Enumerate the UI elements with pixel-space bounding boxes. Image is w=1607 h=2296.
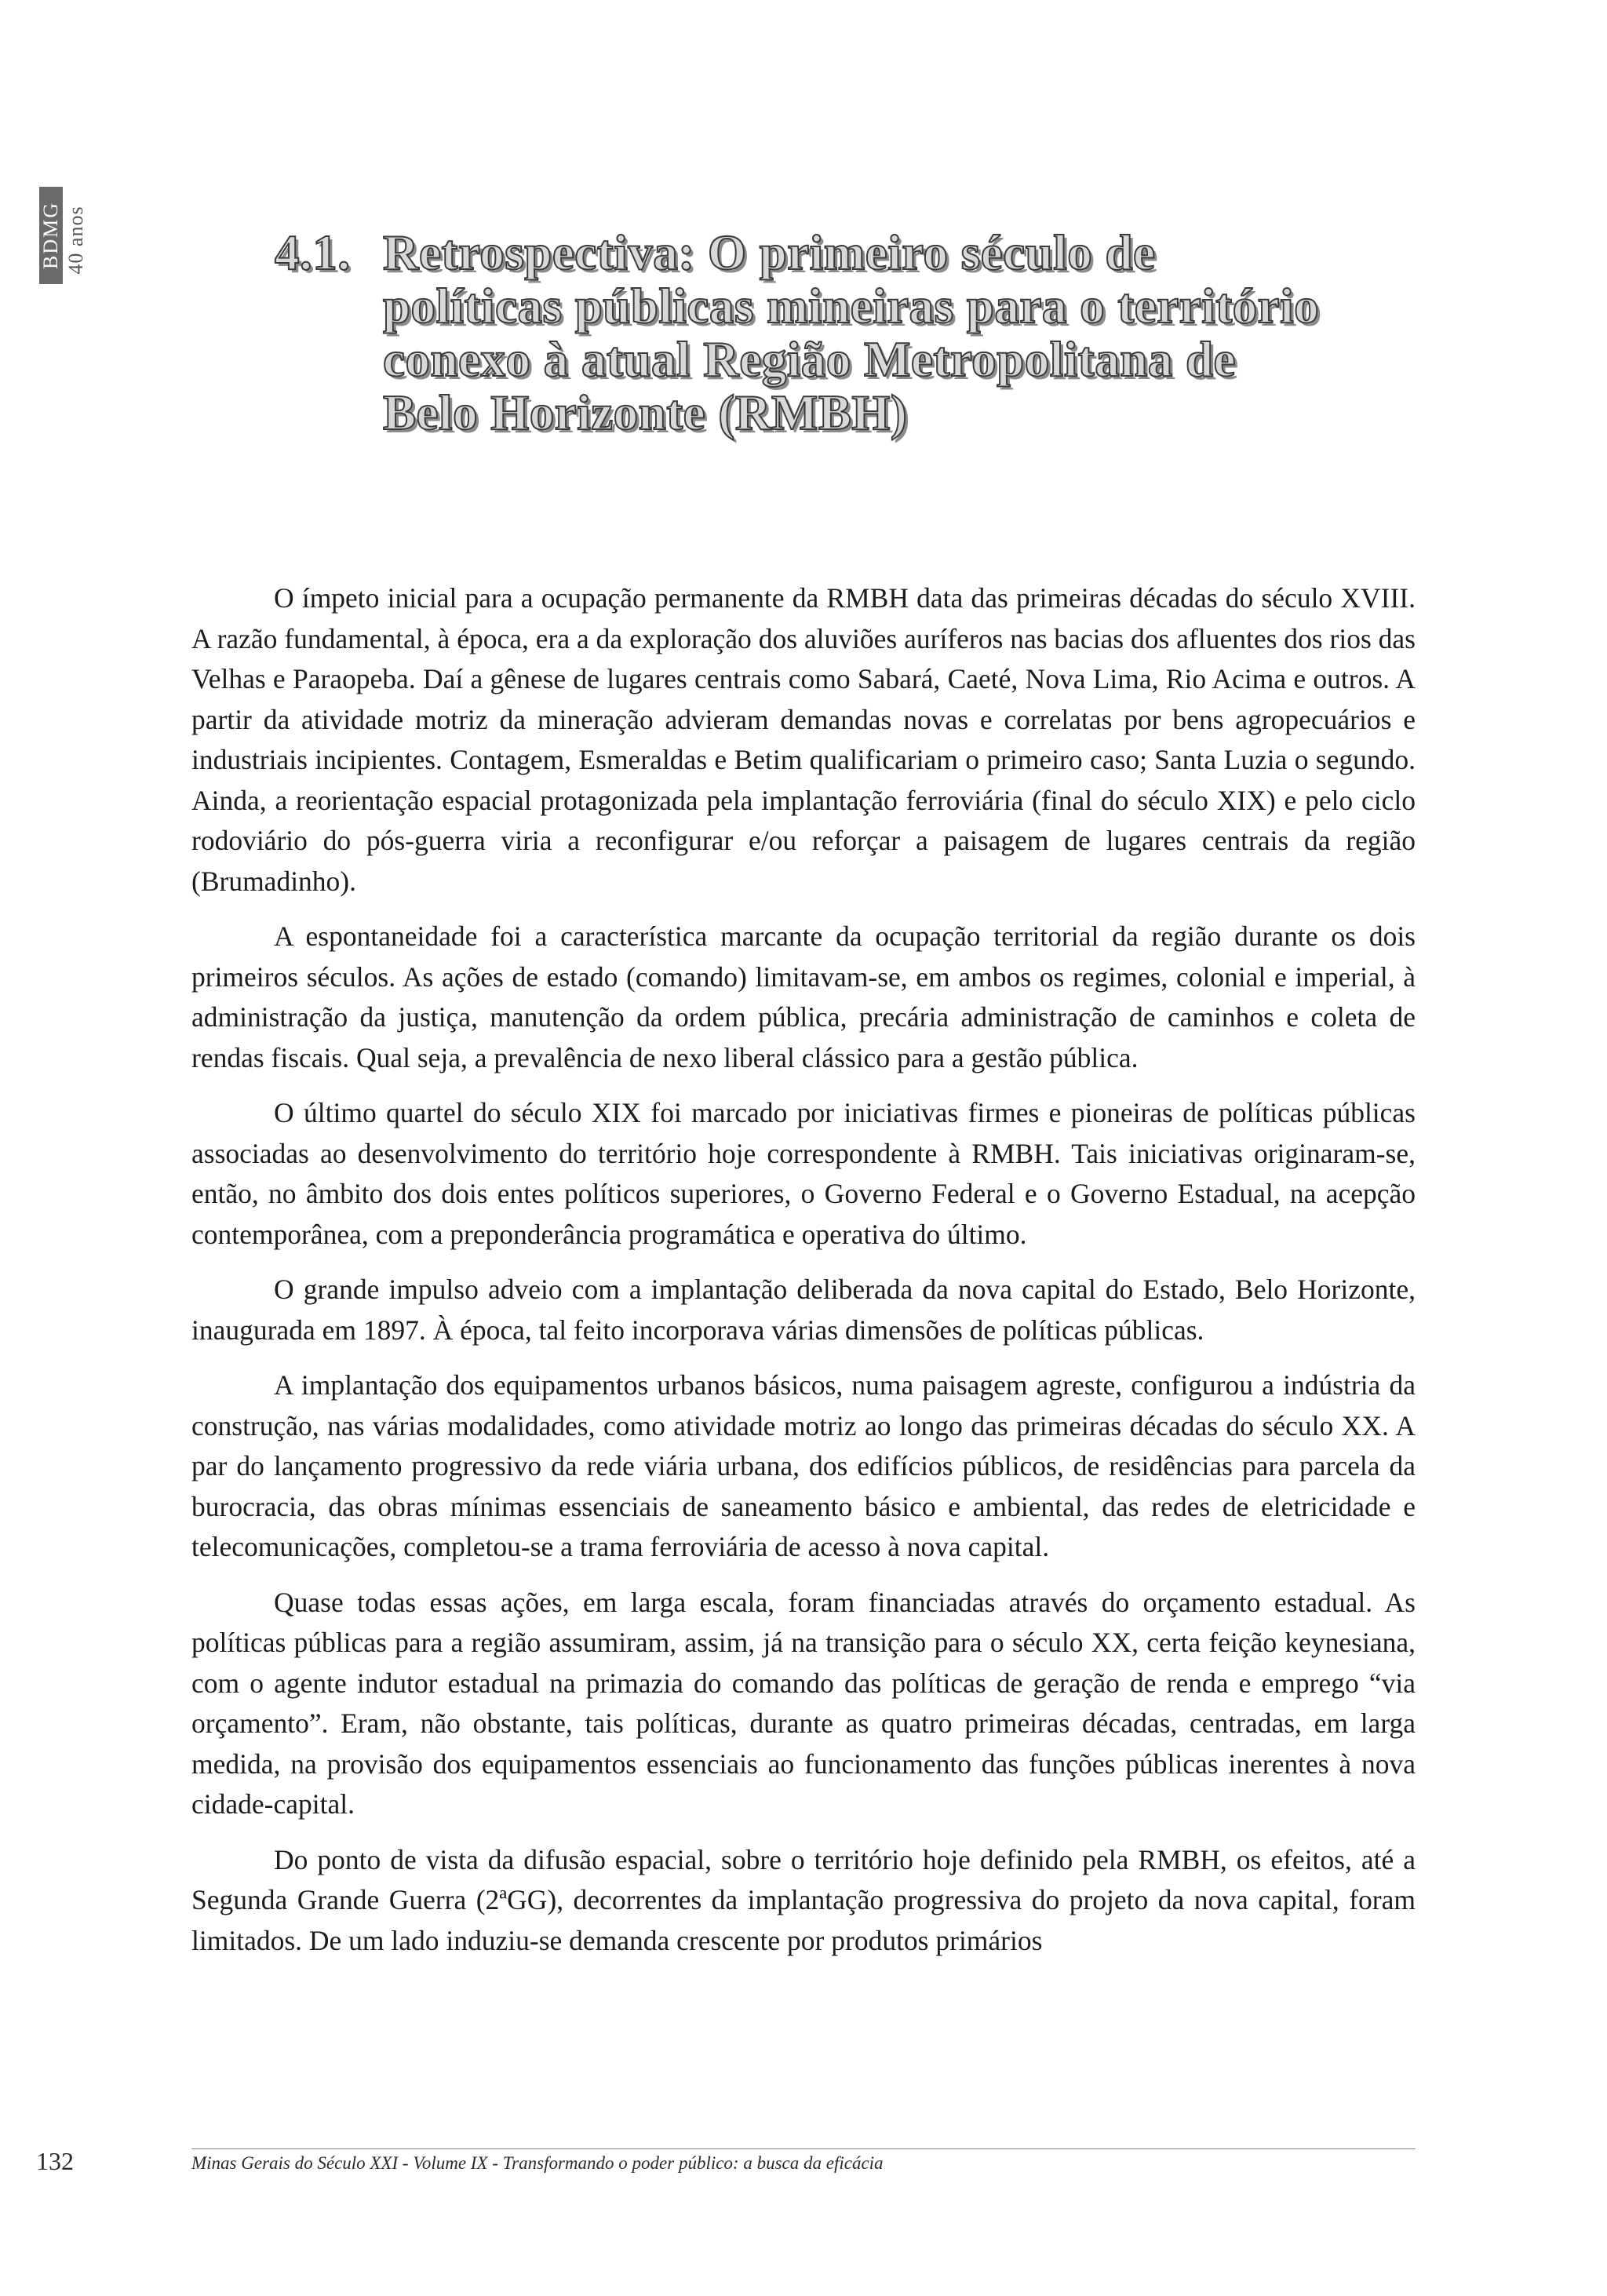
heading-line-1: Retrospectiva: O primeiro século de bbox=[383, 225, 1156, 280]
heading-line-2: políticas públicas mineiras para o território bbox=[383, 279, 1320, 333]
section-number: 4.1. bbox=[275, 225, 351, 280]
side-tab-subtitle: 40 anos bbox=[64, 206, 87, 275]
paragraph: O último quartel do século XIX foi marcado por iniciativas firmes e pioneiras de políticas públicas associadas ao desenvolvimento do território hoje correspondente à RMBH. Tais iniciativas originaram-se, então, no âmbito dos dois entes políticos superiores, o Governo Federal e o Governo Estadual, na acepção contemporânea, com a preponderância programática e operativa do último. bbox=[191, 1097, 1416, 1250]
page-number: 132 bbox=[36, 2147, 74, 2175]
section-heading bbox=[275, 226, 1436, 439]
paragraph: Do ponto de vista da difusão espacial, sobre o território hoje definido pela RMBH, os efeitos, até a Segunda Grande Guerra (2ªGG), decorrentes da implantação progressiva do projeto da nova capital, foram limitados. De um lado induziu-se demanda crescente por produtos primários bbox=[191, 1843, 1416, 1956]
side-tab-brand: BDMG bbox=[39, 187, 63, 284]
paragraph: O ímpeto inicial para a ocupação permanente da RMBH data das primeiras décadas do século XVIII. A razão fundamental, à época, era a da exploração dos aluviões auríferos nas bacias dos afluentes dos rios das Velhas e Paraopeba. Daí a gênese de lugares centrais como Sabará, Caeté, Nova Lima, Rio Acima e outros. A partir da atividade motriz da mineração advieram demandas novas e correlatas por bens agropecuários e industriais incipientes. Contagem, Esmeraldas e Betim qualificariam o primeiro caso; Santa Luzia o segundo. Ainda, a reorientação espacial protagonizada pela implantação ferroviária (final do século XIX) e pelo ciclo rodoviário do pós-guerra viria a reconfigurar e/ou reforçar a paisagem de lugares centrais da região (Brumadinho). bbox=[191, 582, 1416, 897]
paragraph: O grande impulso adveio com a implantação deliberada da nova capital do Estado, Belo Horizonte, inaugurada em 1897. À época, tal feito incorporava várias dimensões de políticas públicas. bbox=[191, 1274, 1416, 1346]
footer-divider bbox=[191, 2148, 1416, 2149]
body-text bbox=[191, 578, 1416, 1976]
paragraph: Quase todas essas ações, em larga escala, foram financiadas através do orçamento estadual. As políticas públicas para a região assumiram, assim, já na transição para o século XX, certa feição keynesiana, com o agente indutor estadual na primazia do comando das políticas de geração de renda e emprego “via orçamento”. Eram, não obstante, tais políticas, durante as quatro primeiras décadas, centradas, em larga medida, na provisão dos equipamentos essenciais ao funcionamento das funções públicas inerentes à nova cidade-capital. bbox=[191, 1586, 1416, 1820]
paragraph: A espontaneidade foi a característica marcante da ocupação territorial da região durante os dois primeiros séculos. As ações de estado (comando) limitavam-se, em ambos os regimes, colonial e imperial, à administração da justiça, manutenção da ordem pública, precária administração de caminhos e coleta de rendas fiscais. Qual seja, a prevalência de nexo liberal clássico para a gestão pública. bbox=[191, 920, 1416, 1073]
heading-line-3: conexo à atual Região Metropolitana de bbox=[383, 332, 1236, 387]
paragraph: A implantação dos equipamentos urbanos básicos, numa paisagem agreste, configurou a indústria da construção, nas várias modalidades, como atividade motriz ao longo das primeiras décadas do século XX. A par do lançamento progressivo da rede viária urbana, dos edifícios públicos, de residências para parcela da burocracia, das obras mínimas essenciais de saneamento básico e ambiental, das redes de eletricidade e telecomunicações, completou-se a trama ferroviária de acesso à nova capital. bbox=[191, 1369, 1416, 1562]
heading-line-4: Belo Horizonte (RMBH) bbox=[383, 385, 908, 440]
running-footer: Minas Gerais do Século XXI - Volume IX - Transformando o poder público: a busca da eficácia bbox=[191, 2153, 884, 2173]
